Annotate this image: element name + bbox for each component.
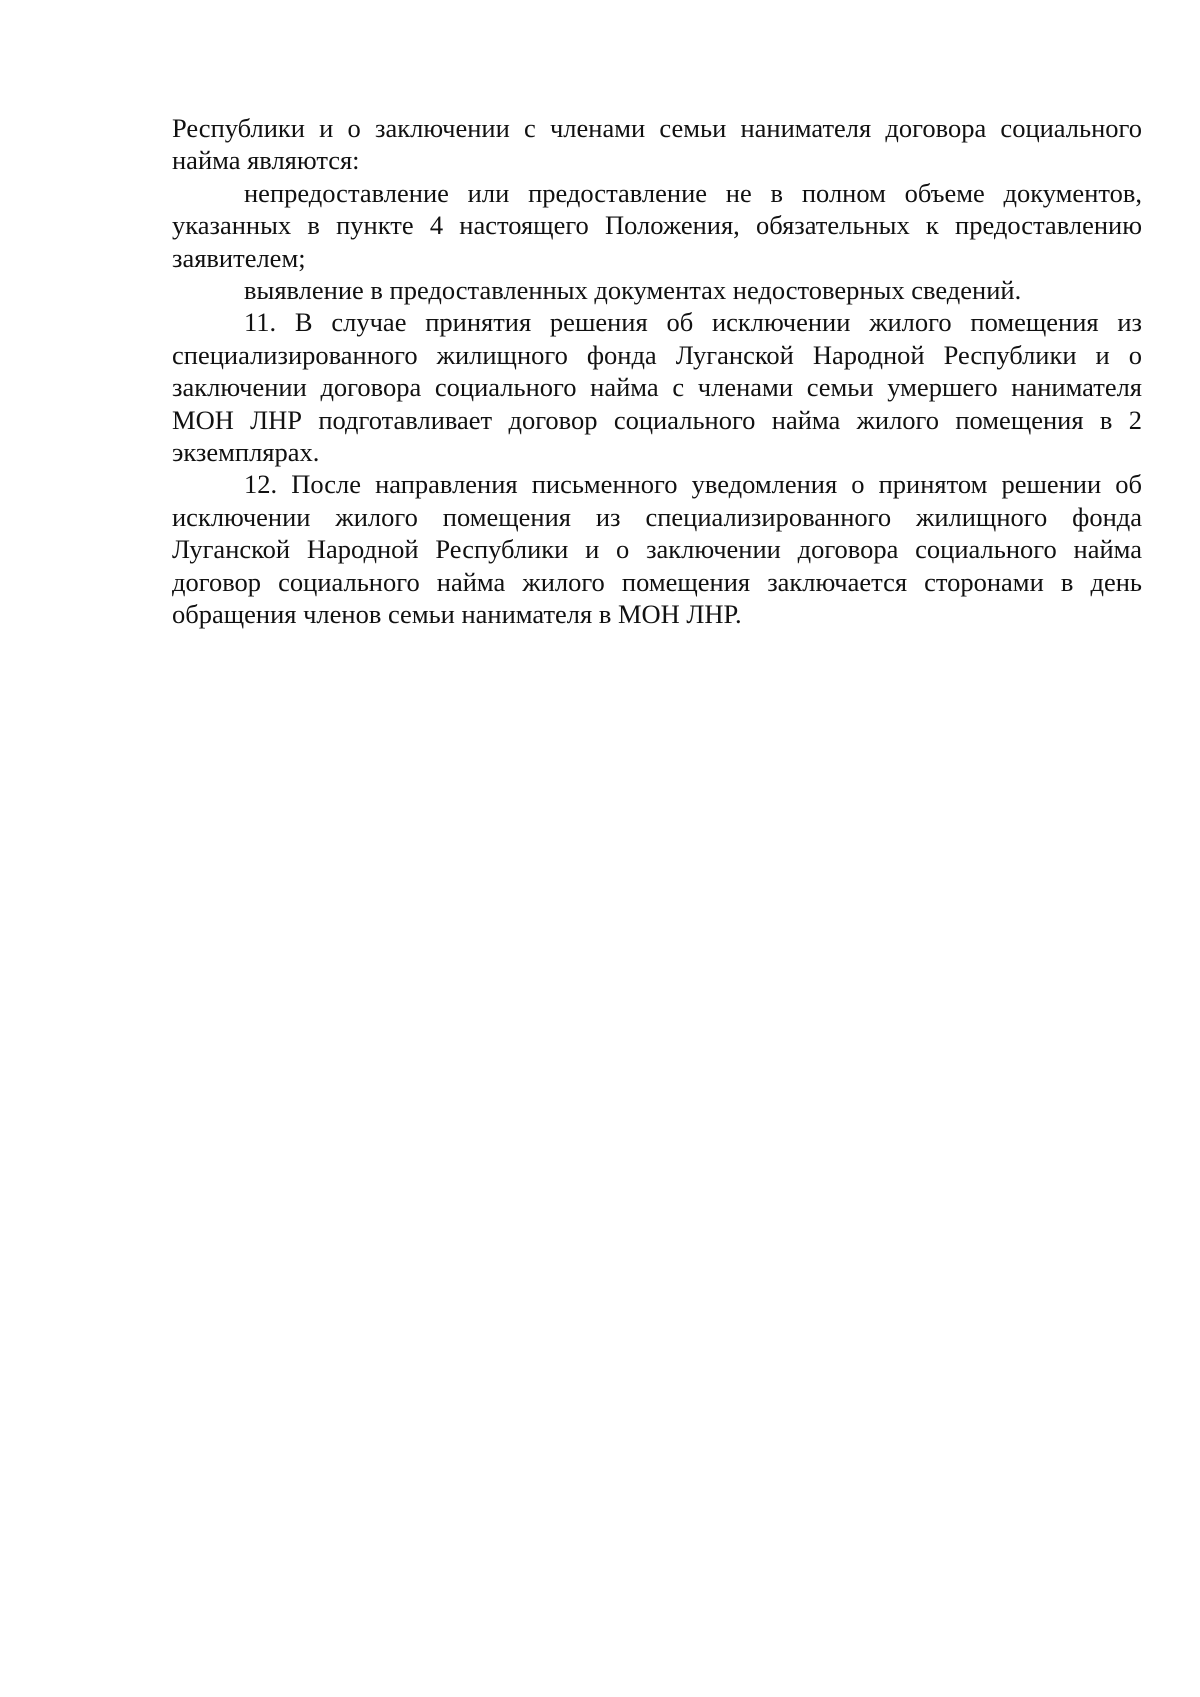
paragraph-reason-documents: непредоставление или предоставление не в полном объеме документов, указанных в пункте 4 настоящего Положения, обязательных к предоставлению заявителем; [172,177,1142,273]
paragraph-reason-false-info: выявление в предоставленных документах недостоверных сведений. [244,275,1022,306]
paragraph-item-11: 11. В случае принятия решения об исключении жилого помещения из специализированного жилищного фонда Луганской Народной Республики и о заключении договора социального найма с членами семьи умершего нанимателя МОН ЛНР подготавливает договор социального найма жилого помещения в 2 экземплярах. [172,307,1142,468]
paragraph-item-12: 12. После направления письменного уведомления о принятом решении об исключении жилого помещения из специализированного жилищного фонда Луганской Народной Республики и о заключении договора социального найма договор социального найма жилого помещения заключается сторонами в день обращения членов семьи нанимателя в МОН ЛНР. [172,469,1142,630]
document-body [172,112,1142,631]
paragraph-continuation: Республики и о заключении с членами семьи нанимателя договора социального найма являются: [172,113,1142,176]
